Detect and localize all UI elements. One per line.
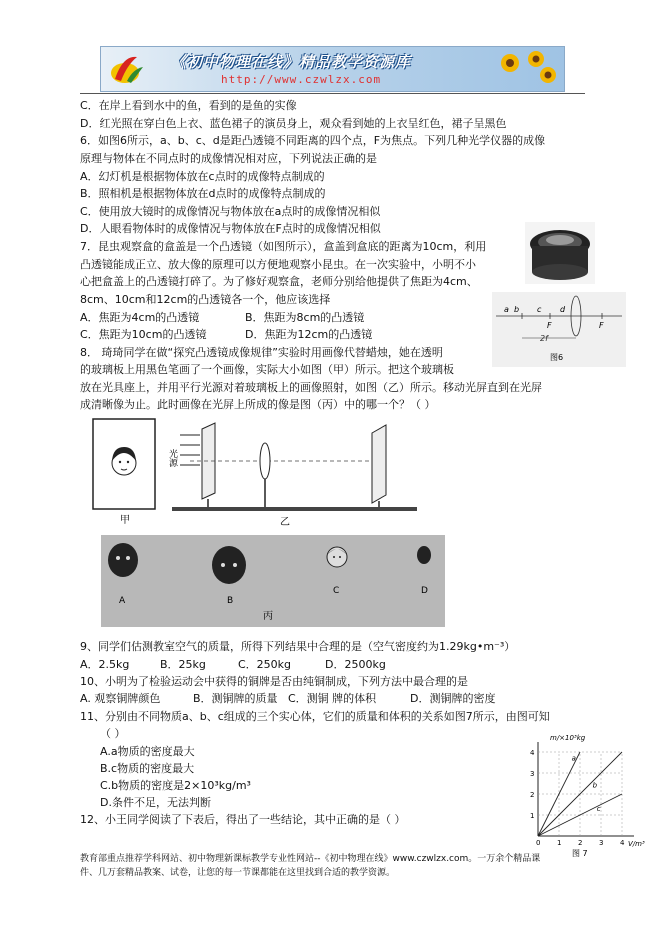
- q10-option-b: B．测铜牌的质量: [193, 692, 278, 705]
- option-a-label: A: [119, 596, 126, 606]
- fig7-series-label-c: c: [596, 804, 601, 813]
- option-c-label: C: [333, 586, 340, 596]
- fig7-series-label-b: b: [592, 781, 598, 790]
- fig6-label-d: d: [560, 305, 566, 314]
- option-b-label: B: [227, 596, 234, 606]
- q11-option-a: A.a物质的密度最大: [100, 745, 195, 758]
- sunflower-icon: [490, 49, 560, 89]
- figure-6: [492, 292, 626, 367]
- q11-option-b: B.c物质的密度最大: [100, 762, 195, 775]
- q10-stem: 10、小明为了检验运动会中获得的铜牌是否由纯铜制成，下列方法中最合理的是: [80, 675, 468, 688]
- header-banner: [100, 46, 565, 92]
- q7-stem-1: 7．昆虫观察盒的盒盖是一个凸透镜（如图所示），盒盖到盒底的距离为10cm，利用: [80, 240, 487, 253]
- q11-answer-blank: （ ）: [100, 727, 126, 740]
- q8-stem-3: 放在光具座上，并用平行光源对着玻璃板上的画像照射，如图（乙）所示。移动光屏直到在光屏: [80, 381, 542, 394]
- fig6-label-2f: 2f: [540, 334, 548, 343]
- label-jia: 甲: [120, 515, 130, 526]
- label-light-source: 光源: [167, 449, 177, 467]
- insect-box-photo: [525, 222, 595, 284]
- header-divider: [80, 93, 585, 94]
- convex-lens-icon: [260, 443, 270, 479]
- q7-option-b: B．焦距为8cm的凸透镜: [245, 311, 365, 324]
- light-screen: [372, 425, 386, 503]
- fig7-xtick-label: 2: [578, 839, 583, 847]
- figure-7-chart: [520, 728, 651, 858]
- fig6-label-f-left: F: [547, 321, 552, 330]
- footer-line-2: 件、几万套精品教案、试卷，让您的每一节课都能在这里找到合适的教学资源。: [80, 868, 396, 878]
- option-d-label: D: [421, 586, 428, 596]
- q7-option-d: D．焦距为12cm的凸透镜: [245, 328, 373, 341]
- q7-option-a: A．焦距为4cm的凸透镜: [80, 311, 200, 324]
- option-a-image: [108, 543, 138, 577]
- q7-stem-4: 8cm、10cm和12cm的凸透镜各一个，他应该选择: [80, 293, 331, 306]
- fig7-xtick-label: 3: [599, 839, 604, 847]
- q10-option-a: A. 观察铜牌颜色: [80, 692, 161, 705]
- option-b-image: [212, 546, 246, 584]
- label-bing: 丙: [263, 611, 273, 622]
- q7-stem-3: 心把盒盖上的凸透镜打碎了。为了修好观察盒，老师分别给他提供了焦距为4cm、: [80, 275, 478, 288]
- fig6-label-f-right: F: [599, 321, 604, 330]
- q11-option-c: C.b物质的密度是2×10³kg/m³: [100, 779, 251, 792]
- optical-bench: [172, 507, 417, 511]
- figure-q8-jia-yi: [80, 415, 440, 530]
- q9-option-c: C．250kg: [238, 658, 292, 671]
- q9-option-b: B．25kg: [160, 658, 206, 671]
- q7-stem-2: 凸透镜能成正立、放大像的原理可以方便地观察小昆虫。在一次实验中，小明不小: [80, 258, 476, 271]
- q12-stem: 12、小王同学阅读了下表后，得出了一些结论，其中正确的是（ ）: [80, 813, 406, 826]
- q6-option-d: D．人眼看物体时的成像情况与物体放在F点时的成像情况相似: [80, 222, 381, 235]
- q8-stem-2: 的玻璃板上用黑色笔画了一个画像，实际大小如图（甲）所示。把这个玻璃板: [80, 363, 454, 376]
- q10-option-d: D．测铜牌的密度: [410, 692, 496, 705]
- fig7-series-label-a: a: [571, 754, 576, 763]
- fig6-label-b: b: [514, 305, 520, 314]
- fig7-ytick-label: 1: [530, 812, 535, 820]
- figure-q8-bing: [101, 535, 445, 627]
- fig6-caption: 图6: [550, 353, 564, 362]
- q6-option-b: B．照相机是根据物体放在d点时的成像特点制成的: [80, 187, 326, 200]
- q6-option-a: A．幻灯机是根据物体放在c点时的成像特点制成的: [80, 170, 325, 183]
- fig7-xlabel: V/m³: [628, 840, 645, 848]
- q9-option-a: A．2.5kg: [80, 658, 130, 671]
- fig6-label-c: c: [537, 305, 542, 314]
- q6-stem-2: 原理与物体在不同点时的成像情况相对应，下列说法正确的是: [80, 152, 377, 165]
- q8-stem-1: 8． 琦琦同学在做“探究凸透镜成像规律”实验时用画像代替蜡烛，她在透明: [80, 346, 443, 359]
- fig7-xtick-label: 1: [557, 839, 562, 847]
- logo-icon: [107, 51, 147, 87]
- fig7-xtick-label: 0: [536, 839, 541, 847]
- footer-line-1: 教育部重点推荐学科网站、初中物理新课标教学专业性网站--《初中物理在线》www.czwlzx.com。一万余个精品课: [80, 854, 541, 864]
- fig6-label-a: a: [504, 305, 509, 314]
- option-d-image: [417, 546, 431, 564]
- q6-stem-1: 6．如图6所示，a、b、c、d是距凸透镜不同距离的四个点，F为焦点。下列几种光学仪器的成像: [80, 134, 546, 147]
- banner-url[interactable]: http://www.czwlzx.com: [221, 73, 382, 86]
- q6-option-c: C．使用放大镜时的成像情况与物体放在a点时的成像情况相似: [80, 205, 381, 218]
- fig7-ytick-label: 3: [530, 770, 535, 778]
- q5-option-c: C．在岸上看到水中的鱼，看到的是鱼的实像: [80, 99, 297, 112]
- fig7-caption: 图 7: [572, 849, 588, 858]
- label-yi: 乙: [280, 517, 290, 528]
- fig7-ytick-label: 4: [530, 749, 535, 757]
- q7-option-c: C．焦距为10cm的凸透镜: [80, 328, 207, 341]
- q11-stem: 11、分别由不同物质a、b、c组成的三个实心体，它们的质量和体积的关系如图7所示，由图可知: [80, 710, 550, 723]
- q9-stem: 9、同学们估测教室空气的质量，所得下列结果中合理的是（空气密度约为1.29kg•m⁻³）: [80, 640, 516, 653]
- jia-frame: [93, 419, 155, 509]
- q5-option-d: D．红光照在穿白色上衣、蓝色裙子的演员身上，观众看到她的上衣呈红色，裙子呈黑色: [80, 117, 507, 130]
- fig7-ylabel: m/×10³kg: [550, 734, 586, 742]
- fig7-ytick-label: 2: [530, 791, 535, 799]
- q9-option-d: D．2500kg: [325, 658, 386, 671]
- q11-option-d: D.条件不足，无法判断: [100, 796, 211, 809]
- fig7-xtick-label: 4: [620, 839, 625, 847]
- q10-option-c: C．测铜 牌的体积: [288, 692, 377, 705]
- banner-title: 《初中物理在线》精品教学资源库: [171, 53, 412, 71]
- q8-stem-4: 成清晰像为止。此时画像在光屏上所成的像是图（丙）中的哪一个？（ ）: [80, 398, 436, 411]
- option-c-image: [327, 547, 347, 567]
